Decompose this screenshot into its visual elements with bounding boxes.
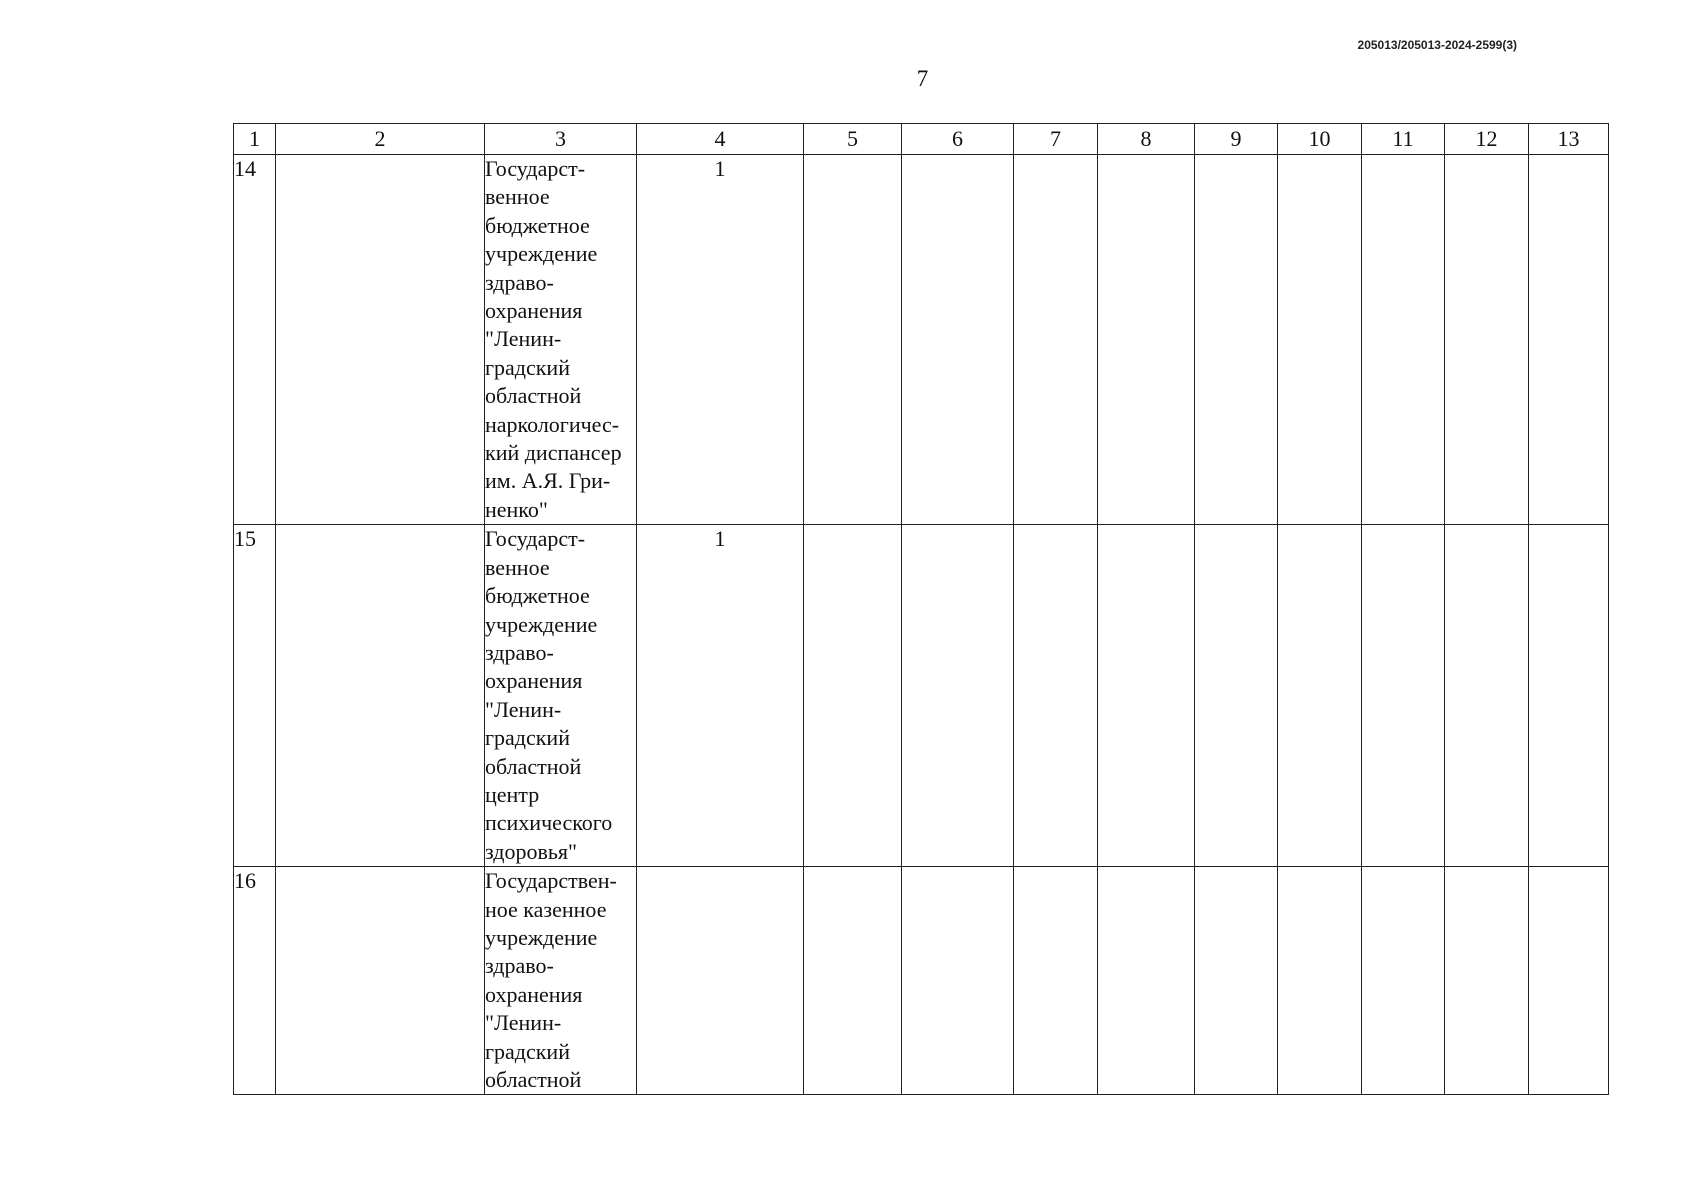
name-line: охранения bbox=[485, 981, 583, 1007]
column-number: 8 bbox=[1098, 124, 1195, 155]
name-line: Государст- bbox=[485, 156, 586, 181]
empty-cell bbox=[1278, 525, 1362, 867]
name-line: венное bbox=[485, 184, 550, 210]
empty-cell bbox=[1529, 525, 1609, 867]
column-number-row bbox=[234, 124, 1609, 155]
empty-cell bbox=[1098, 867, 1195, 1095]
empty-cell bbox=[1014, 525, 1098, 867]
name-line: ненко" bbox=[485, 496, 548, 522]
name-line: градский bbox=[485, 725, 570, 751]
empty-cell bbox=[902, 525, 1014, 867]
column-number: 12 bbox=[1445, 124, 1529, 155]
name-line: наркологичес- bbox=[485, 411, 620, 437]
name-line: Государст- bbox=[485, 526, 586, 552]
empty-cell bbox=[1529, 155, 1609, 525]
name-line: бюджетное bbox=[485, 212, 590, 238]
institution-name bbox=[485, 155, 637, 525]
name-line: центр bbox=[485, 781, 540, 807]
column-number: 3 bbox=[485, 124, 637, 155]
row-number: 14 bbox=[234, 155, 276, 525]
name-line: бюджетное bbox=[485, 583, 590, 609]
name-line: ное казенное bbox=[485, 896, 607, 922]
name-line: "Ленин- bbox=[485, 1010, 562, 1036]
name-line: "Ленин- bbox=[485, 326, 562, 352]
name-line: охранения bbox=[485, 668, 583, 694]
name-line: градский bbox=[485, 354, 570, 380]
empty-cell bbox=[1445, 867, 1529, 1095]
data-table bbox=[233, 123, 1609, 1095]
empty-cell bbox=[1278, 155, 1362, 525]
name-line: учреждение bbox=[485, 924, 598, 950]
column-number: 6 bbox=[902, 124, 1014, 155]
name-line: здраво- bbox=[485, 953, 554, 979]
quantity-cell: 1 bbox=[637, 525, 804, 867]
empty-cell bbox=[1445, 525, 1529, 867]
page-number: 7 bbox=[916, 66, 929, 91]
empty-cell bbox=[1195, 525, 1278, 867]
empty-cell bbox=[1014, 155, 1098, 525]
quantity-cell bbox=[637, 867, 804, 1095]
name-line: венное bbox=[485, 554, 550, 580]
empty-cell bbox=[804, 867, 902, 1095]
cell-col-2 bbox=[276, 525, 485, 867]
column-number: 5 bbox=[804, 124, 902, 155]
empty-cell bbox=[1529, 867, 1609, 1095]
empty-cell bbox=[1098, 155, 1195, 525]
column-number: 2 bbox=[276, 124, 485, 155]
column-number: 7 bbox=[1014, 124, 1098, 155]
column-number: 13 bbox=[1529, 124, 1609, 155]
table-row bbox=[234, 525, 1609, 867]
cell-col-2 bbox=[276, 867, 485, 1095]
table-row bbox=[234, 155, 1609, 525]
column-number: 9 bbox=[1195, 124, 1278, 155]
name-line: областной bbox=[485, 383, 582, 409]
name-line: учреждение bbox=[485, 241, 598, 267]
quantity-cell: 1 bbox=[637, 155, 804, 525]
empty-cell bbox=[804, 525, 902, 867]
empty-cell bbox=[1098, 525, 1195, 867]
table-row bbox=[234, 867, 1609, 1095]
name-line: областной bbox=[485, 753, 582, 779]
empty-cell bbox=[1445, 155, 1529, 525]
empty-cell bbox=[902, 867, 1014, 1095]
name-line: кий диспансер bbox=[485, 440, 622, 466]
cell-col-2 bbox=[276, 155, 485, 525]
empty-cell bbox=[1195, 155, 1278, 525]
column-number: 11 bbox=[1362, 124, 1445, 155]
name-line: психического bbox=[485, 810, 613, 836]
empty-cell bbox=[1362, 155, 1445, 525]
institution-name bbox=[485, 867, 637, 1095]
name-line: им. А.Я. Гри- bbox=[485, 468, 611, 494]
empty-cell bbox=[1362, 525, 1445, 867]
document-id: 205013/205013-2024-2599(3) bbox=[1357, 38, 1517, 52]
column-number: 10 bbox=[1278, 124, 1362, 155]
column-number: 4 bbox=[637, 124, 804, 155]
name-line: охранения bbox=[485, 298, 583, 324]
name-line: "Ленин- bbox=[485, 696, 562, 722]
name-line: Государствен- bbox=[485, 868, 617, 894]
institution-name bbox=[485, 525, 637, 867]
empty-cell bbox=[1014, 867, 1098, 1095]
column-number: 1 bbox=[234, 124, 276, 155]
name-line: областной bbox=[485, 1067, 582, 1092]
empty-cell bbox=[902, 155, 1014, 525]
name-line: здраво- bbox=[485, 269, 554, 295]
empty-cell bbox=[1195, 867, 1278, 1095]
row-number: 16 bbox=[234, 867, 276, 1095]
name-line: градский bbox=[485, 1038, 570, 1064]
row-number: 15 bbox=[234, 525, 276, 867]
empty-cell bbox=[1362, 867, 1445, 1095]
empty-cell bbox=[1278, 867, 1362, 1095]
name-line: учреждение bbox=[485, 611, 598, 637]
name-line: здраво- bbox=[485, 639, 554, 665]
empty-cell bbox=[804, 155, 902, 525]
name-line: здоровья" bbox=[485, 838, 578, 864]
